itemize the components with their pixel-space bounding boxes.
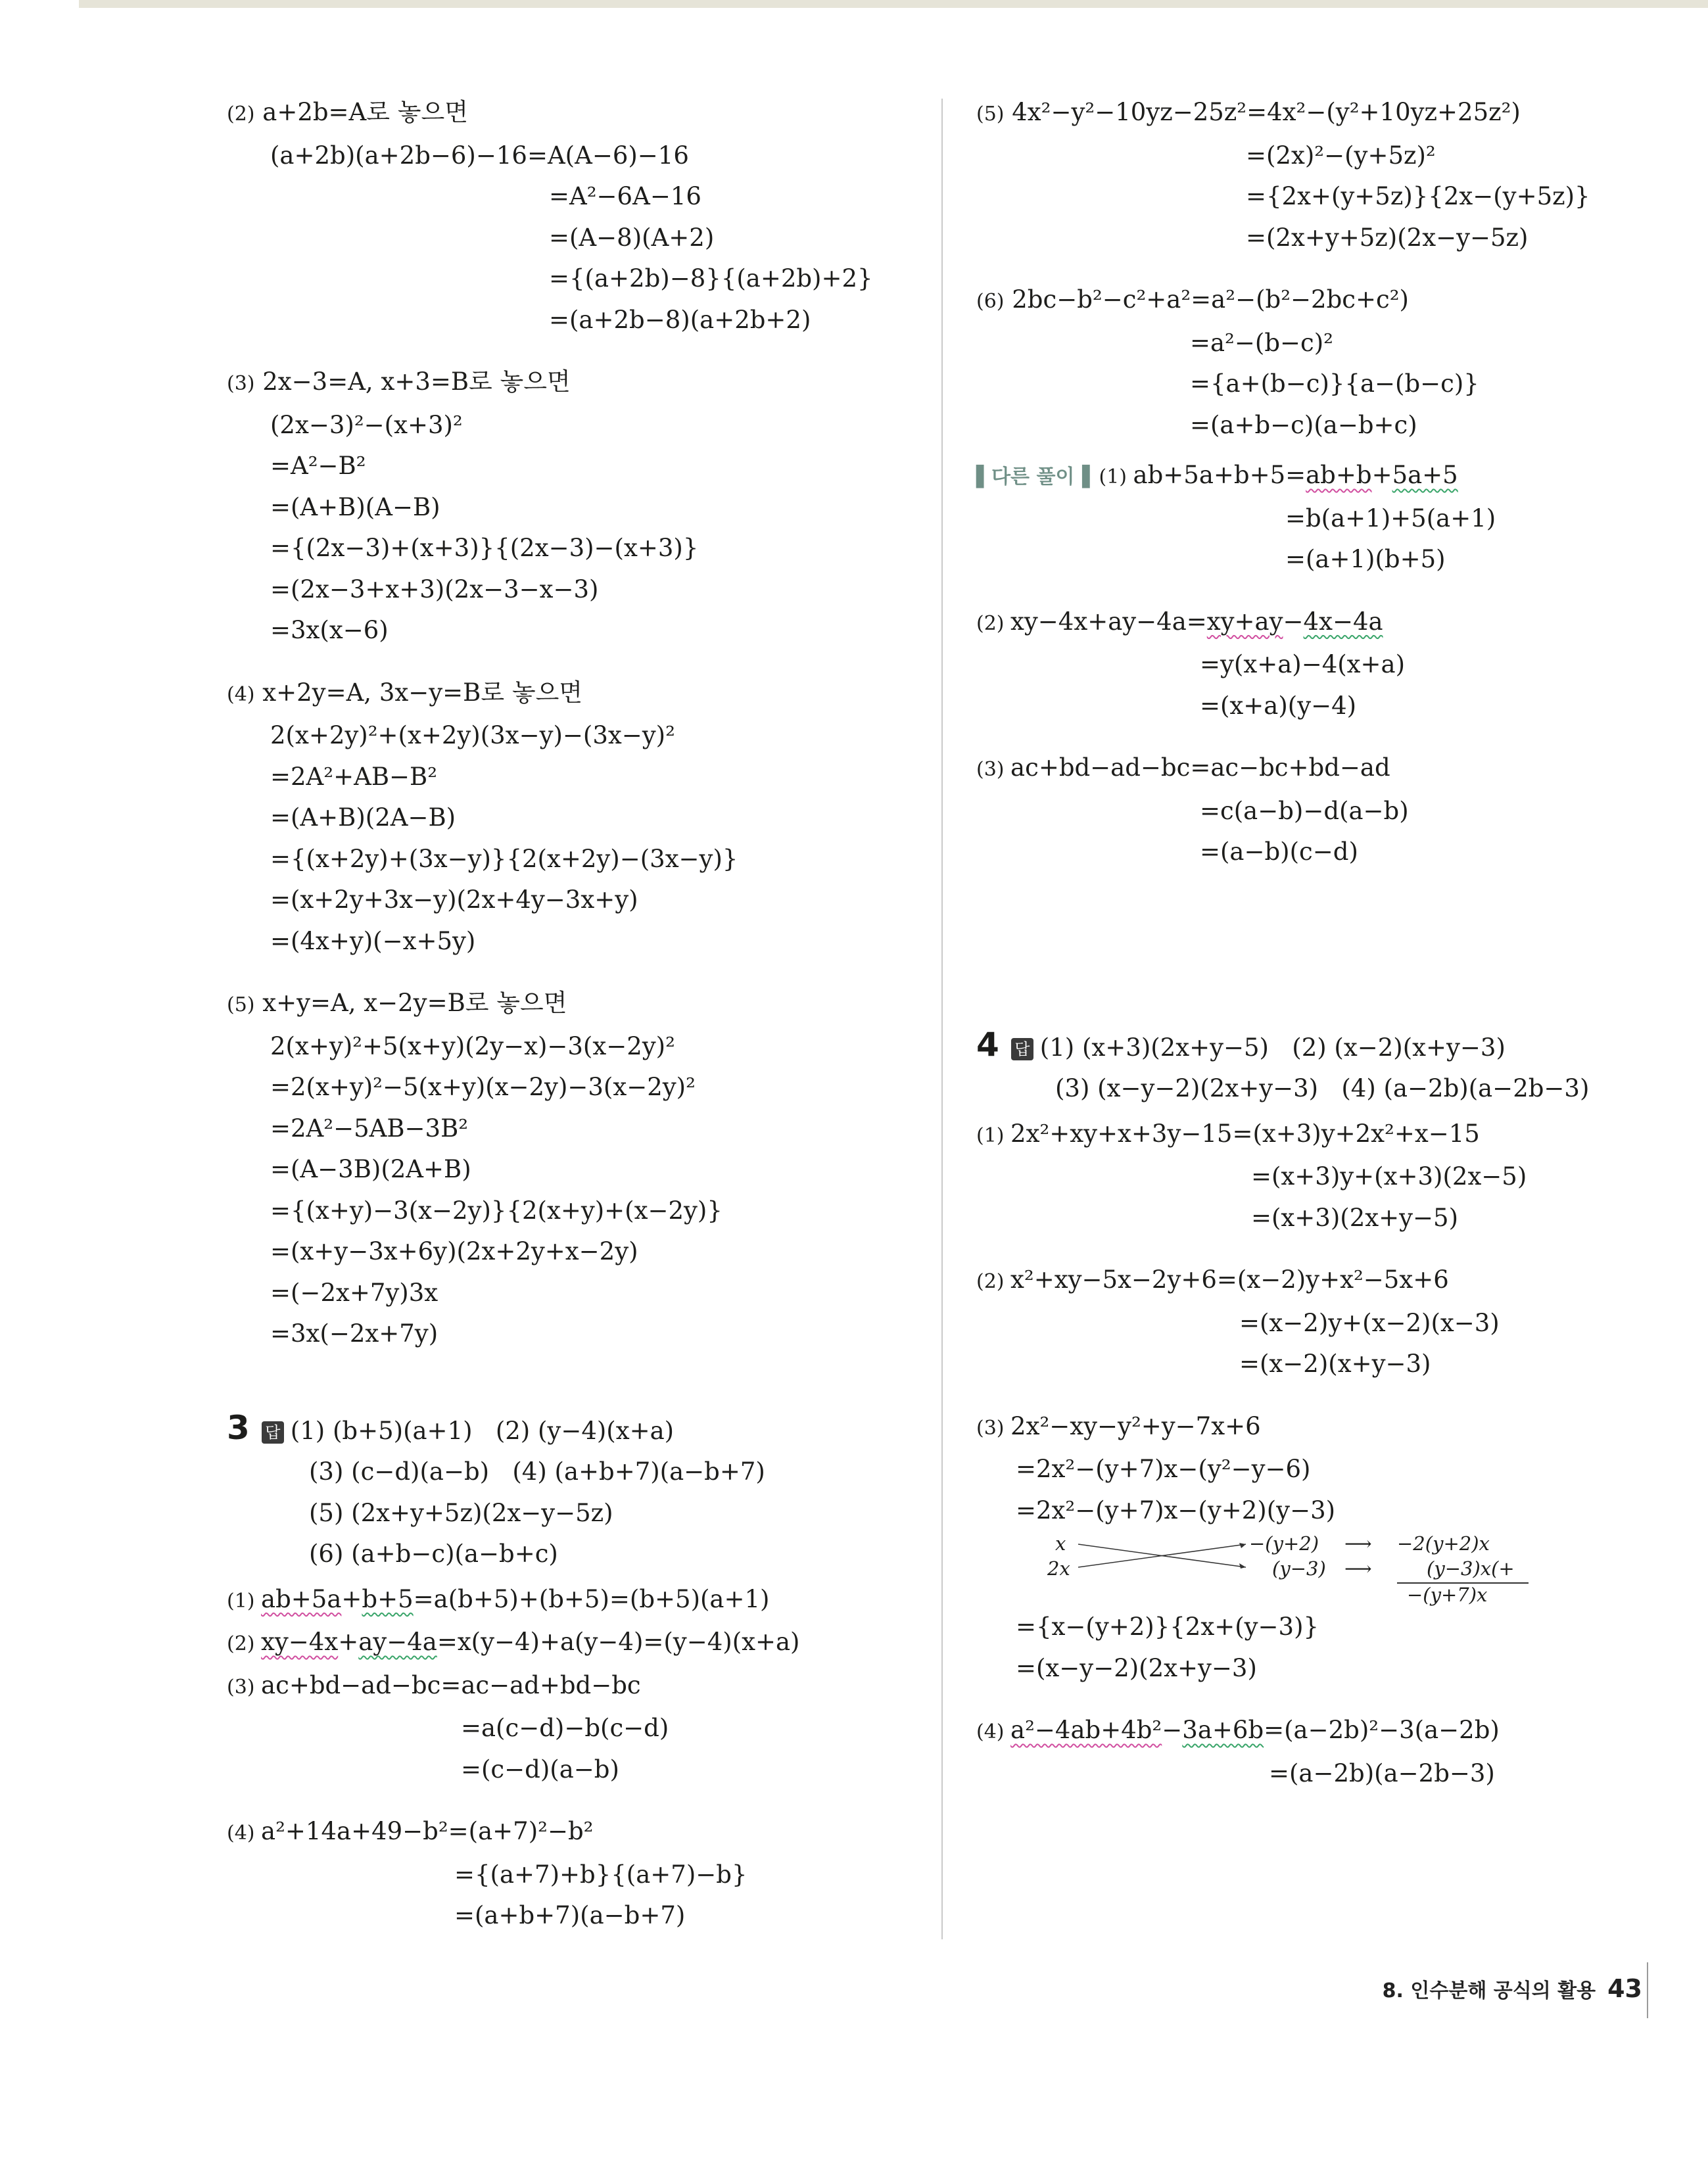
question-number: 3 (227, 1408, 250, 1447)
equation-line: ac+bd−ad−bc=ac−bc+bd−ad (1010, 753, 1390, 782)
grouped-term-pink: a²−4ab+4b² (1010, 1716, 1162, 1744)
equation-line: x²+xy−5x−2y+6=(x−2)y+x²−5x+6 (1010, 1265, 1449, 1294)
equation-line: =(x+3)(2x+y−5) (1251, 1203, 1459, 1232)
equation-line: 2(x+y)²+5(x+y)(2y−x)−3(x−2y)² (270, 1031, 675, 1060)
equation-line: =(−2x+7y)3x (270, 1278, 439, 1307)
grouped-term-green: 5a+5 (1392, 461, 1458, 489)
question-number: 4 (976, 1025, 999, 1064)
problem-6-right (976, 279, 1673, 446)
answer-icon: 답 (262, 1421, 284, 1444)
equation-part: ab+5a+b+5= (1133, 461, 1306, 489)
equation-line: =(x−y−2)(2x+y−3) (1016, 1653, 1257, 1682)
item-number: (2) (976, 611, 1011, 635)
equation-line: ={(x+2y)+(3x−y)}{2(x+2y)−(3x−y)} (270, 844, 738, 873)
item-number: (4) (227, 1822, 262, 1845)
alt-solution-label: ▌다른 풀이▐ (976, 465, 1090, 488)
equation-line: 2bc−b²−c²+a²=a²−(b²−2bc+c²) (1004, 285, 1409, 314)
equation-line: =(A−3B)(2A+B) (270, 1155, 471, 1183)
equation-line: ={(2x−3)+(x+3)}{(2x−3)−(x+3)} (270, 534, 699, 562)
item-number: (3) (227, 1675, 262, 1699)
equation-line: =a(c−d)−b(c−d) (461, 1714, 669, 1742)
equation-line: =A²−6A−16 (549, 182, 701, 210)
equation-line: =(a−2b)(a−2b−3) (1269, 1759, 1495, 1787)
cross-term-2x: 2x (1047, 1557, 1070, 1580)
problem-4-solution (227, 673, 924, 962)
equation-line: ={(a+7)+b}{(a+7)−b} (454, 1860, 747, 1889)
grouped-term-green: b+5 (362, 1584, 414, 1613)
equation-line: ={a+(b−c)}{a−(b−c)} (1190, 369, 1479, 398)
equation-line: =(x+2y+3x−y)(2x+4y−3x+y) (270, 886, 638, 914)
equation-line: =2x²−(y+7)x−(y²−y−6) (1016, 1455, 1311, 1483)
item-number: (3) (976, 758, 1011, 781)
equation-line: =(x−2)y+(x−2)(x−3) (1239, 1308, 1500, 1337)
equation-line: ={(x+y)−3(x−2y)}{2(x+y)+(x−2y)} (270, 1196, 723, 1225)
equation-line: =(2x−3+x+3)(2x−3−x−3) (270, 575, 599, 603)
item-number: (3) (976, 1416, 1011, 1440)
equation-line: 2x²+xy+x+3y−15=(x+3)y+2x²+x−15 (1010, 1119, 1480, 1148)
equation-line: =2(x+y)²−5(x+y)(x−2y)−3(x−2y)² (270, 1073, 696, 1101)
equation-line: =3x(−2x+7y) (270, 1319, 439, 1348)
item-number: (6) (976, 290, 1005, 313)
problem-5-solution (227, 983, 924, 1355)
equation-rest: =(a−2b)²−3(a−2b) (1264, 1716, 1500, 1744)
equation-line: ={x−(y+2)}{2x+(y−3)} (1016, 1613, 1319, 1641)
answer-line: (3) (c−d)(a−b) (4) (a+b+7)(a−b+7) (309, 1457, 765, 1486)
equation-part: xy−4x+ay−4a= (1010, 607, 1207, 636)
item-number: (4) (976, 1720, 1011, 1743)
equation-line: =(A−8)(A+2) (549, 223, 715, 252)
equation-line: =(a+b−c)(a−b+c) (1190, 410, 1417, 439)
chapter-title: 8. 인수분해 공식의 활용 (1382, 1979, 1596, 2002)
cross-sum: −(y+7)x (1407, 1584, 1488, 1606)
equation-line: 2(x+2y)²+(x+2y)(3x−y)−(3x−y)² (270, 721, 675, 749)
operator: + (341, 1584, 362, 1613)
solution-2 (227, 1622, 924, 1665)
grouped-term-pink: ab+b (1306, 461, 1372, 489)
solution-4 (227, 1811, 924, 1855)
equation-line: =(x−2)(x+y−3) (1239, 1350, 1431, 1378)
equation-line: 2x²−xy−y²+y−7x+6 (1010, 1411, 1261, 1440)
equation-line: =(x+y−3x+6y)(2x+2y+x−2y) (270, 1237, 638, 1265)
equation-line: =2x²−(y+7)x−(y+2)(y−3) (1016, 1496, 1336, 1524)
problem-3-solution (227, 362, 924, 651)
left-column (227, 92, 924, 1937)
grouped-term-pink: xy−4x (261, 1628, 339, 1656)
operator: − (1283, 607, 1304, 636)
answer-line: (1) (x+3)(2x+y−5) (2) (x−2)(x+y−3) (1039, 1033, 1506, 1062)
equation-line: =3x(x−6) (270, 616, 389, 644)
equation-line: 4x²−y²−10yz−25z²=4x²−(y²+10yz+25z²) (1004, 98, 1521, 126)
equation-rest: =a(b+5)+(b+5)=(b+5)(a+1) (413, 1584, 770, 1613)
equation-line: =(4x+y)(−x+5y) (270, 926, 476, 955)
equation-line: ={(a+2b)−8}{(a+2b)+2} (549, 264, 873, 293)
operator: + (1371, 461, 1392, 489)
equation-line: ac+bd−ad−bc=ac−ad+bd−bc (261, 1670, 641, 1699)
equation-line: =(c−d)(a−b) (461, 1755, 619, 1784)
intro-text: 2x−3=A, x+3=B로 놓으면 (254, 367, 571, 396)
cross-lines (1075, 1531, 1259, 1577)
page-footer (1383, 1974, 1642, 2003)
equation-line: =(a+b+7)(a−b+7) (454, 1901, 686, 1929)
item-number: (1) (227, 1589, 262, 1613)
arrow-icon: ⟶ (1344, 1532, 1372, 1555)
solution-1 (227, 1579, 924, 1622)
item-number: (5) (227, 993, 255, 1016)
cross-product-1: −2(y+2)x (1397, 1532, 1490, 1555)
equation-line: =(2x+y+5z)(2x−y−5z) (1246, 223, 1529, 252)
equation-line: =(x+a)(y−4) (1200, 691, 1357, 720)
answer-line: (1) (b+5)(a+1) (2) (y−4)(x+a) (290, 1416, 675, 1445)
cross-factor-2: (y−3) (1272, 1557, 1326, 1580)
item-number: (5) (976, 103, 1005, 126)
grouped-term-green: 4x−4a (1303, 607, 1383, 636)
grouped-term-pink: ab+5a (261, 1584, 342, 1613)
solution-3 (227, 1665, 924, 1709)
equation-line: =2A²−5AB−3B² (270, 1114, 469, 1143)
cross-term-x: x (1055, 1532, 1066, 1555)
equation-line: =(a−b)(c−d) (1200, 838, 1358, 866)
right-column (976, 92, 1673, 1794)
equation-line: =2A²+AB−B² (270, 762, 438, 791)
equation-line: =(A+B)(A−B) (270, 492, 440, 521)
operator: + (338, 1628, 359, 1656)
answer-line: (3) (x−y−2)(2x+y−3) (4) (a−2b)(a−2b−3) (1055, 1074, 1590, 1102)
problem-2-solution (227, 92, 924, 341)
equation-line: a²+14a+49−b²=(a+7)²−b² (261, 1817, 594, 1845)
page-number: 43 (1607, 1974, 1642, 2003)
item-number: (1) (976, 1123, 1011, 1147)
operator: − (1162, 1716, 1183, 1744)
grouped-term-pink: xy+ay (1206, 607, 1283, 636)
alternative-solution (976, 455, 1673, 873)
cross-factor-1: −(y+2) (1249, 1532, 1319, 1555)
item-number: (2) (976, 1270, 1011, 1293)
answer-line: (6) (a+b−c)(a−b+c) (309, 1540, 558, 1568)
intro-text: x+2y=A, 3x−y=B로 놓으면 (254, 678, 583, 707)
answer-icon: 답 (1011, 1038, 1033, 1060)
column-divider (941, 99, 943, 1939)
equation-line: =y(x+a)−4(x+a) (1200, 650, 1406, 678)
equation-line: =c(a−b)−d(a−b) (1200, 796, 1409, 825)
footer-divider (1647, 1962, 1648, 2018)
equation-line: =a²−(b−c)² (1190, 328, 1334, 357)
problem-5-right (976, 92, 1673, 258)
cross-multiplication-diagram (976, 1531, 1673, 1607)
question-3-answers (227, 1407, 924, 1937)
item-number: (2) (227, 103, 255, 126)
equation-line: =(A+B)(2A−B) (270, 803, 456, 832)
arrow-icon: ⟶ (1344, 1557, 1372, 1580)
equation-line: ={2x+(y+5z)}{2x−(y+5z)} (1246, 182, 1590, 210)
equation-line: =(a+2b−8)(a+2b+2) (549, 305, 811, 334)
item-number: (1) (1099, 465, 1133, 488)
equation-line: =b(a+1)+5(a+1) (1285, 504, 1496, 532)
grouped-term-green: ay−4a (358, 1628, 437, 1656)
item-number: (2) (227, 1632, 262, 1655)
equation-line: =A²−B² (270, 452, 366, 480)
item-number: (3) (227, 372, 255, 395)
top-decoration-bar (79, 0, 1708, 8)
intro-text: a+2b=A로 놓으면 (254, 98, 468, 126)
cross-product-2: (y−3)x(+ (1427, 1557, 1515, 1580)
equation-line: =(a+1)(b+5) (1285, 545, 1446, 573)
item-number: (4) (227, 682, 255, 706)
answer-line: (5) (2x+y+5z)(2x−y−5z) (309, 1498, 613, 1527)
equation-rest: =x(y−4)+a(y−4)=(y−4)(x+a) (437, 1628, 800, 1656)
intro-text: x+y=A, x−2y=B로 놓으면 (254, 989, 567, 1017)
equation-line: =(2x)²−(y+5z)² (1246, 141, 1436, 170)
equation-line: (2x−3)²−(x+3)² (270, 410, 463, 439)
question-4-answers (976, 1024, 1673, 1795)
equation-line: (a+2b)(a+2b−6)−16=A(A−6)−16 (270, 141, 689, 170)
grouped-term-green: 3a+6b (1182, 1716, 1264, 1744)
equation-line: =(x+3)y+(x+3)(2x−5) (1251, 1162, 1527, 1191)
